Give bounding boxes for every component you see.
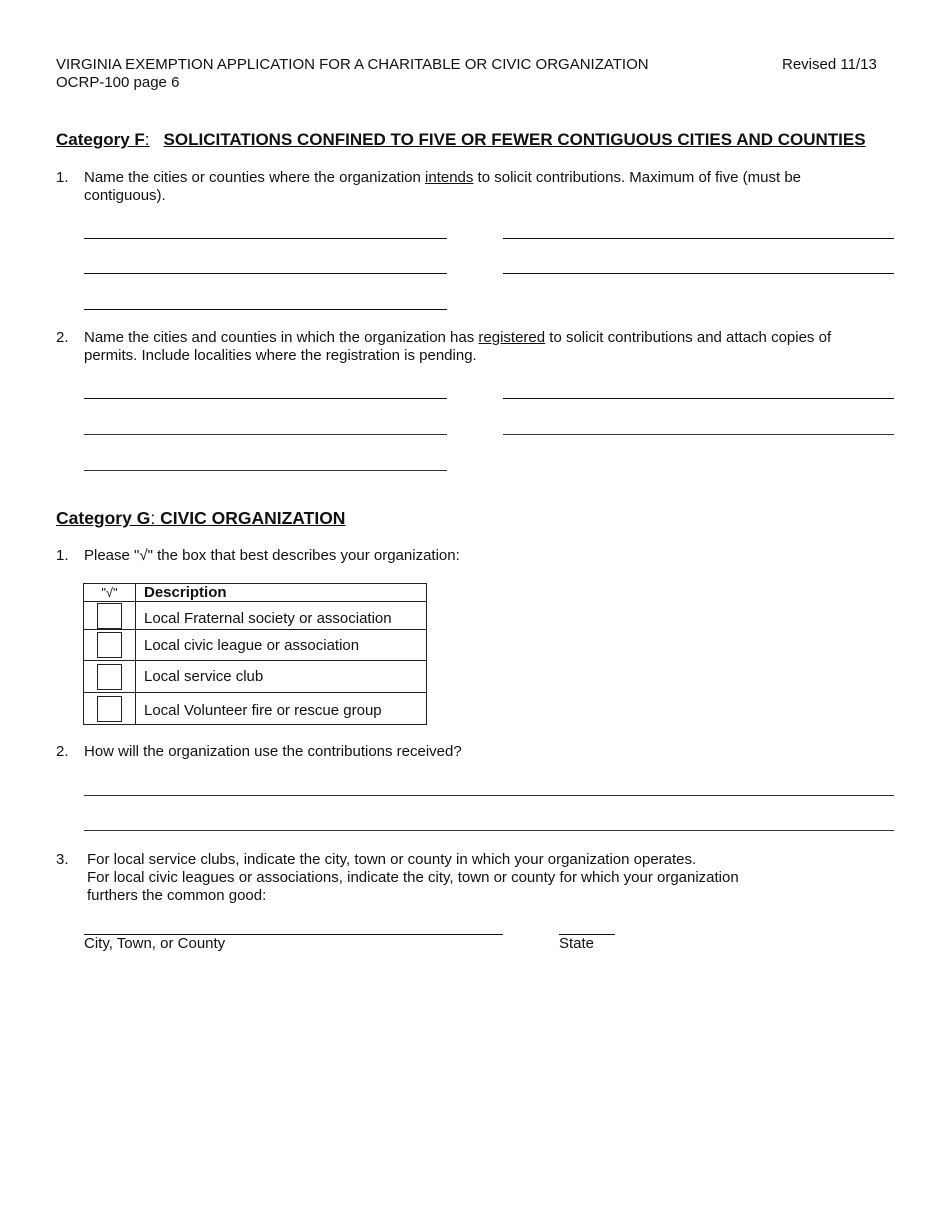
f-q1-number: 1. <box>56 169 69 186</box>
category-g-title: CIVIC ORGANIZATION <box>160 508 346 528</box>
check-column-header: "√" <box>84 584 136 602</box>
g-q3-line1: For local service clubs, indicate the city, town or county in which your organization operates. <box>87 851 697 868</box>
check-cell <box>84 602 136 630</box>
category-g-label: Category G <box>56 508 151 528</box>
f-q1-text-line2: contiguous). <box>84 187 166 204</box>
organization-type-table <box>83 583 427 725</box>
f-q2-answer-line-4[interactable] <box>503 434 894 435</box>
form-title: VIRGINIA EXEMPTION APPLICATION FOR A CHARITABLE OR CIVIC ORGANIZATION <box>56 56 649 73</box>
table-row <box>84 630 427 661</box>
g-q2-number: 2. <box>56 743 69 760</box>
civic-league-checkbox[interactable] <box>97 632 122 658</box>
f-q1-answer-line-4[interactable] <box>503 273 894 274</box>
category-f-heading <box>56 130 866 150</box>
f-q1-text <box>84 169 884 205</box>
g-q2-text: How will the organization use the contributions received? <box>84 743 462 760</box>
f-q2-text-before: Name the cities and counties in which the organization has <box>84 329 479 346</box>
revised-date: Revised 11/13 <box>782 56 877 73</box>
g-q3-number: 3. <box>56 851 69 868</box>
city-town-county-label: City, Town, or County <box>84 935 226 952</box>
category-g-colon: : <box>150 508 156 528</box>
category-f-title: SOLICITATIONS CONFINED TO FIVE OR FEWER CONTIGUOUS CITIES AND COUNTIES <box>163 130 866 149</box>
row-description: Local Volunteer fire or rescue group <box>136 693 427 725</box>
f-q2-text-after: to solicit contributions and attach copies of <box>545 329 832 346</box>
table-row <box>84 693 427 725</box>
row-description: Local Fraternal society or association <box>136 602 427 630</box>
table-header-row <box>84 584 427 602</box>
g-q2-answer-line-1[interactable] <box>84 795 894 796</box>
f-q2-text <box>84 329 904 365</box>
f-q2-answer-line-2[interactable] <box>503 398 894 399</box>
row-description: Local civic league or association <box>136 630 427 661</box>
f-q1-answer-line-5[interactable] <box>84 309 447 310</box>
description-column-header: Description <box>136 584 427 602</box>
f-q2-text-line2: permits. Include localities where the registration is pending. <box>84 347 477 364</box>
table-row <box>84 602 427 630</box>
g-q1-text: Please "√" the box that best describes your organization: <box>84 547 460 564</box>
f-q1-answer-line-1[interactable] <box>84 238 447 239</box>
f-q1-answer-line-3[interactable] <box>84 273 447 274</box>
f-q1-text-after: to solicit contributions. Maximum of five (must be <box>473 169 802 186</box>
category-g-heading <box>56 508 345 529</box>
fraternal-checkbox[interactable] <box>97 603 122 629</box>
f-q1-answer-line-2[interactable] <box>503 238 894 239</box>
f-q2-answer-line-5[interactable] <box>84 470 447 471</box>
f-q2-answer-line-3[interactable] <box>84 434 447 435</box>
state-label: State <box>559 935 595 952</box>
check-cell <box>84 661 136 693</box>
check-cell <box>84 630 136 661</box>
fire-rescue-checkbox[interactable] <box>97 696 122 722</box>
f-q2-emphasis: registered <box>478 329 546 346</box>
g-q2-answer-line-2[interactable] <box>84 830 894 831</box>
service-club-checkbox[interactable] <box>97 664 122 690</box>
f-q2-number: 2. <box>56 329 69 346</box>
g-q3-text <box>87 851 907 905</box>
form-page-number: OCRP-100 page 6 <box>56 74 180 91</box>
g-q3-line2: For local civic leagues or associations, indicate the city, town or county for which your organization <box>87 869 739 886</box>
category-f-label: Category F <box>56 130 145 149</box>
check-cell <box>84 693 136 725</box>
f-q2-answer-line-1[interactable] <box>84 398 447 399</box>
f-q1-text-before: Name the cities or counties where the organization <box>84 169 426 186</box>
f-q1-emphasis: intends <box>425 169 474 186</box>
g-q1-number: 1. <box>56 547 69 564</box>
category-f-colon: : <box>144 130 150 149</box>
g-q3-line3: furthers the common good: <box>87 887 267 904</box>
table-row <box>84 661 427 693</box>
row-description: Local service club <box>136 661 427 693</box>
